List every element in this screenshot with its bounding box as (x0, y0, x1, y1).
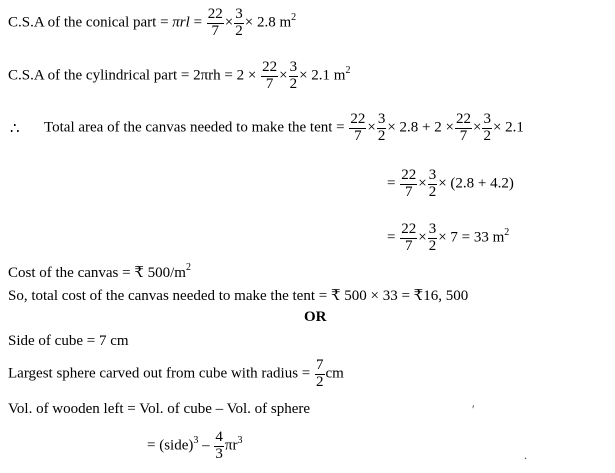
side-cube-line (8, 334, 129, 349)
fraction-7-2: $\frac{7}{2}$ (316, 357, 324, 390)
step3-line (387, 222, 509, 255)
times-sign: × (472, 119, 482, 136)
or-label: OR (304, 309, 327, 325)
stray-comma-mark: ′ (472, 402, 475, 416)
or-heading (304, 310, 327, 325)
exponent: 3 (193, 434, 199, 446)
exponent: 2 (504, 226, 510, 238)
exponent: 3 (237, 434, 243, 446)
cost-canvas-line (8, 262, 191, 281)
equals-sign: = (193, 14, 203, 31)
times-sign: × (418, 229, 427, 246)
total-area-end: × 2.1 (492, 119, 524, 136)
vol-formula-line (147, 430, 242, 463)
largest-sphere-text: Largest sphere carved out from cube with radius = (8, 365, 311, 382)
times-sign: × (224, 14, 234, 31)
equals-sign: = (336, 119, 345, 136)
conical-rest: × 2.8 m (244, 14, 292, 31)
csa-conical-line (8, 7, 296, 40)
fraction-22-7: $\frac{22}{7}$ (207, 6, 223, 39)
cylindrical-rest: × 2.1 m (299, 67, 346, 84)
equals-sign: = (160, 14, 169, 31)
unit-cm: cm (325, 365, 344, 382)
fraction-3-2: $\frac{3}{2}$ (377, 111, 386, 144)
step2-line (387, 168, 514, 201)
step3-rest: × 7 = 33 m (438, 229, 505, 246)
stray-dot-mark: . (524, 448, 527, 462)
csa-cylindrical-line (8, 60, 350, 93)
vol-wood-rest: = Vol. of cube – Vol. of sphere (127, 401, 311, 417)
cylindrical-formula: = 2πrh = 2 × (180, 67, 257, 84)
total-cost-text: So, total cost of the canvas needed to make the tent = ₹ 500 × 33 = ₹16, 500 (8, 288, 469, 304)
exponent: 2 (291, 11, 297, 23)
therefore-symbol-wrap (10, 122, 20, 137)
side-term: = (side) (147, 437, 194, 454)
total-cost-line (8, 289, 468, 304)
csa-cylindrical-label: C.S.A of the cylindrical part (8, 67, 178, 84)
fraction-4-3: $\frac{4}{3}$ (215, 429, 223, 462)
fraction-22-7: $\frac{22}{7}$ (262, 59, 278, 92)
fraction-22-7: $\frac{22}{7}$ (401, 167, 417, 200)
times-sign: × (279, 67, 288, 84)
pi-symbol: π (172, 14, 180, 31)
therefore-symbol: ∴ (10, 121, 20, 137)
rl-term: rl (179, 14, 190, 31)
exponent: 2 (345, 64, 351, 76)
equals-sign: = (387, 229, 396, 246)
fraction-22-7: $\frac{22}{7}$ (401, 221, 417, 254)
total-area-label: Total area of the canvas needed to make the tent (44, 119, 333, 136)
total-area-mid: × 2.8 + 2 × (387, 119, 454, 136)
times-sign: × (367, 119, 376, 136)
largest-sphere-line (8, 358, 344, 391)
fraction-3-2: $\frac{3}{2}$ (235, 6, 243, 39)
fraction-22-7: $\frac{22}{7}$ (455, 111, 471, 144)
side-cube-text: Side of cube = 7 cm (8, 333, 129, 349)
fraction-3-2: $\frac{3}{2}$ (289, 59, 298, 92)
cost-canvas-text: Cost of the canvas = ₹ 500/m (8, 265, 186, 281)
minus-sign: – (202, 437, 210, 454)
total-area-line (44, 112, 524, 145)
step2-rest: × (2.8 + 4.2) (438, 175, 514, 192)
exponent: 2 (185, 262, 191, 273)
csa-conical-label: C.S.A of the conical part (8, 14, 157, 31)
fraction-3-2: $\frac{3}{2}$ (428, 167, 437, 200)
vol-wood-label: Vol. of wooden left (8, 401, 124, 417)
fraction-3-2: $\frac{3}{2}$ (483, 111, 491, 144)
vol-wood-line (8, 402, 310, 417)
fraction-22-7: $\frac{22}{7}$ (350, 111, 366, 144)
pi-r-term: πr (224, 437, 238, 454)
times-sign: × (418, 175, 427, 192)
equals-sign: = (387, 175, 396, 192)
fraction-3-2: $\frac{3}{2}$ (428, 221, 437, 254)
